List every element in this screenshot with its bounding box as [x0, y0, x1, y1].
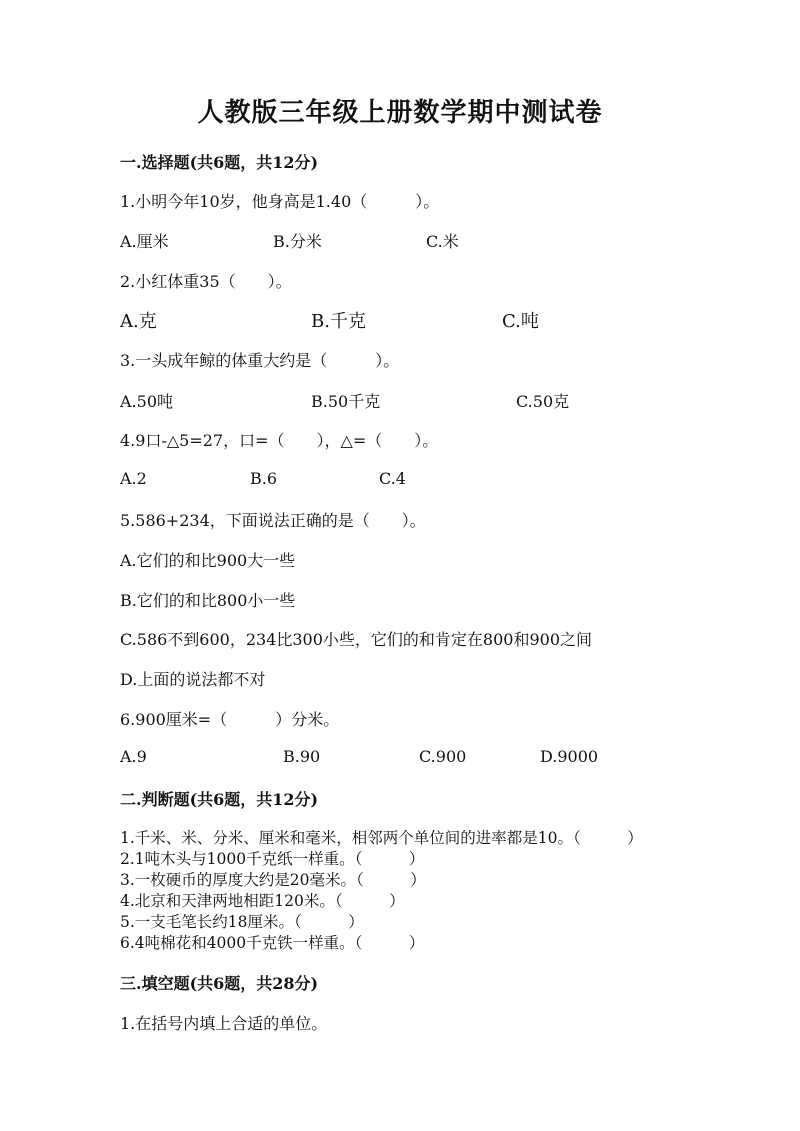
- judgment-item: 6.4吨棉花和4000千克铁一样重。（ ）: [120, 934, 425, 952]
- option-a: A.2: [120, 469, 147, 488]
- section-heading-choice: 一.选择题(共6题，共12分): [120, 153, 319, 172]
- option-c: C.586不到600，234比300小些，它们的和肯定在800和900之间: [120, 630, 592, 649]
- question-text: 4.9口-△5=27，口=（ ），△=（ ）。: [120, 431, 439, 450]
- section-heading-fill-in: 三.填空题(共6题，共28分): [120, 974, 319, 993]
- option-a: A.它们的和比900大一些: [120, 551, 296, 570]
- section-heading-judgment: 二.判断题(共6题，共12分): [120, 790, 319, 809]
- option-a: A.厘米: [120, 232, 169, 251]
- judgment-item: 1.千米、米、分米、厘米和毫米，相邻两个单位间的进率都是10。（ ）: [120, 829, 643, 847]
- option-d: D.9000: [540, 747, 599, 766]
- option-c: C.900: [419, 747, 467, 766]
- option-d: D.上面的说法都不对: [120, 670, 266, 689]
- question-text: 6.900厘米=（ ）分米。: [120, 710, 340, 729]
- option-b: B.千克: [311, 311, 366, 332]
- option-b: B.50千克: [311, 392, 381, 411]
- option-a: A.50吨: [120, 392, 174, 411]
- option-c: C.吨: [502, 311, 539, 332]
- page-title: 人教版三年级上册数学期中测试卷: [197, 98, 603, 128]
- judgment-item: 3.一枚硬币的厚度大约是20毫米。（ ）: [120, 871, 426, 889]
- judgment-item: 4.北京和天津两地相距120米。（ ）: [120, 892, 405, 910]
- option-c: C.米: [426, 232, 459, 251]
- question-text: 1.小明今年10岁，他身高是1.40（ ）。: [120, 192, 440, 211]
- option-a: A.克: [120, 311, 157, 332]
- option-c: C.4: [379, 469, 406, 488]
- question-text: 2.小红体重35（ ）。: [120, 272, 292, 291]
- question-text: 5.586+234，下面说法正确的是（ ）。: [120, 511, 426, 530]
- option-b: B.它们的和比800小一些: [120, 591, 296, 610]
- question-text: 3.一头成年鲸的体重大约是（ ）。: [120, 351, 400, 370]
- question-text: 1.在括号内填上合适的单位。: [120, 1014, 328, 1033]
- judgment-item: 2.1吨木头与1000千克纸一样重。（ ）: [120, 850, 425, 868]
- judgment-item: 5.一支毛笔长约18厘米。（ ）: [120, 913, 364, 931]
- option-b: B.分米: [273, 232, 322, 251]
- option-b: B.90: [283, 747, 321, 766]
- option-c: C.50克: [516, 392, 570, 411]
- option-b: B.6: [250, 469, 278, 488]
- option-a: A.9: [120, 747, 147, 766]
